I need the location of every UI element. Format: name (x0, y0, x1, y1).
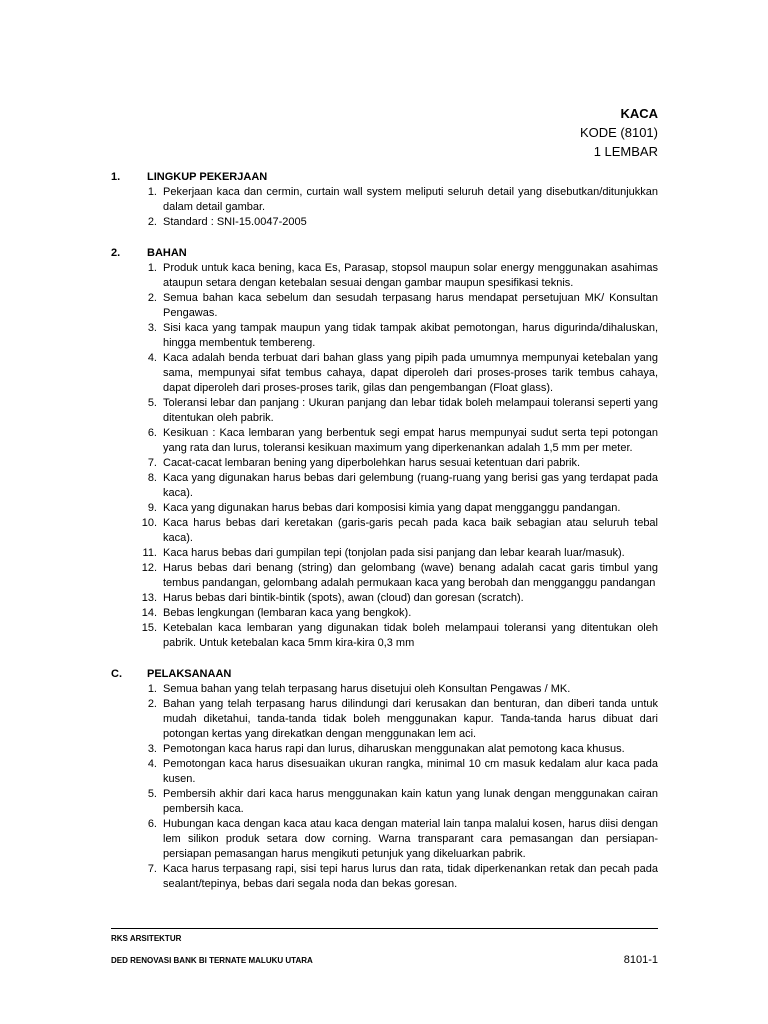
list-item (111, 501, 658, 516)
list-item (111, 426, 658, 456)
list-item (111, 621, 658, 651)
list-item-text: Toleransi lebar dan panjang : Ukuran panjang dan lebar tidak boleh melampaui toleransi seperti yang ditentukan oleh pabrik. (163, 397, 658, 424)
list-item (111, 396, 658, 426)
list-item-number: 14. (141, 607, 157, 619)
page-number: 8101-1 (623, 954, 658, 966)
list-item (111, 591, 658, 606)
list-item-text: Bahan yang telah terpasang harus dilindungi dari kerusakan dan benturan, dan diberi tanda untuk mudah diketahui, tanda-tanda tidak boleh menggunakan kapur. Tanda-tanda harus dibuat dari potongan kertas yang direkatkan dengan menggunakan lem aci. (163, 698, 658, 740)
section (111, 667, 658, 892)
list-item-number: 4. (147, 352, 157, 364)
list-item-number: 8. (147, 472, 157, 484)
list-item-number: 1. (147, 683, 157, 695)
list-item-number: 13. (141, 592, 157, 604)
list-item-number: 2. (147, 698, 157, 710)
list-item-number: 2. (147, 216, 157, 228)
list-item-text: Harus bebas dari benang (string) dan gelombang (wave) benang adalah cacat garis timbul yang tembus pandangan, gelombang adalah permukaan kaca yang berobah dan mengganggu pandangan (163, 562, 658, 589)
list-item (111, 351, 658, 396)
section (111, 246, 658, 651)
document-sheets: 1 LEMBAR (593, 144, 658, 159)
list-item-text: Produk untuk kaca bening, kaca Es, Parasap, stopsol maupun solar energy menggunakan asahimas ataupun setara dengan ketebalan sesuai dengan gambar maupun spesifikasi teknis. (163, 262, 658, 289)
list-item-text: Pemotongan kaca harus disesuaikan ukuran rangka, minimal 10 cm masuk kedalam alur kaca pada kusen. (163, 758, 658, 785)
list-item-text: Kaca adalah benda terbuat dari bahan glass yang pipih pada umumnya mempunyai ketebalan yang sama, mempunyai sifat tembus cahaya, dapat diperoleh dari proses-proses tarik tembus cahaya, dapat diperoleh dari proses-proses tarik, gilas dan pengembangan (Float glass). (163, 352, 658, 394)
document-footer (111, 928, 658, 966)
section-item-list (111, 682, 658, 892)
footer-line-2: DED RENOVASI BANK BI TERNATE MALUKU UTARA (111, 956, 313, 965)
footer-line-1: RKS ARSITEKTUR (111, 934, 182, 943)
list-item (111, 261, 658, 291)
list-item-text: Pekerjaan kaca dan cermin, curtain wall system meliputi seluruh detail yang disebutkan/ditunjukkan dalam detail gambar. (163, 186, 658, 213)
list-item (111, 546, 658, 561)
list-item-number: 5. (147, 788, 157, 800)
section-heading (111, 667, 658, 682)
list-item-number: 3. (147, 322, 157, 334)
list-item-text: Harus bebas dari bintik-bintik (spots), awan (cloud) dan goresan (scratch). (163, 592, 524, 604)
list-item-number: 1. (147, 186, 157, 198)
list-item (111, 321, 658, 351)
document-title: KACA (620, 106, 658, 121)
list-item-text: Hubungan kaca dengan kaca atau kaca dengan material lain tanpa malalui kosen, harus diisi dengan lem silikon produk setara dow corning. Warna transparant cara pemasangan dan persiapan-persiapan pemasangan harus mengikuti petunjuk yang dikeluarkan pabrik. (163, 818, 658, 860)
section-heading (111, 170, 658, 185)
section-title: BAHAN (147, 247, 187, 259)
list-item (111, 456, 658, 471)
section-title: PELAKSANAAN (147, 668, 232, 680)
list-item-text: Semua bahan kaca sebelum dan sesudah terpasang harus mendapat persetujuan MK/ Konsultan Pengawas. (163, 292, 658, 319)
list-item-text: Ketebalan kaca lembaran yang digunakan tidak boleh melampaui toleransi yang ditentukan oleh pabrik. Untuk ketebalan kaca 5mm kira-kira 0,3 mm (163, 622, 658, 649)
list-item-text: Pembersih akhir dari kaca harus menggunakan kain katun yang lunak dengan menggunakan cairan pembersih kaca. (163, 788, 658, 815)
list-item-text: Sisi kaca yang tampak maupun yang tidak tampak akibat pemotongan, harus digurinda/dihaluskan, hingga membentuk tembereng. (163, 322, 658, 349)
list-item (111, 742, 658, 757)
list-item (111, 682, 658, 697)
list-item (111, 215, 658, 230)
section-item-list (111, 185, 658, 230)
list-item-number: 1. (147, 262, 157, 274)
document-body (111, 170, 658, 908)
list-item (111, 471, 658, 501)
section-number: C. (111, 668, 122, 680)
section (111, 170, 658, 230)
list-item-text: Kaca harus terpasang rapi, sisi tepi harus lurus dan rata, tidak diperkenankan retak dan pecah pada sealant/tepinya, bebas dari segala noda dan bekas goresan. (163, 863, 658, 890)
list-item (111, 291, 658, 321)
list-item (111, 862, 658, 892)
list-item-number: 6. (147, 427, 157, 439)
list-item-number: 7. (147, 863, 157, 875)
list-item-number: 6. (147, 818, 157, 830)
list-item (111, 817, 658, 862)
list-item-text: Kaca harus bebas dari keretakan (garis-garis pecah pada kaca baik sebagian atau seluruh tebal kaca). (163, 517, 658, 544)
list-item-number: 7. (147, 457, 157, 469)
list-item-text: Kaca yang digunakan harus bebas dari komposisi kimia yang dapat mengganggu pandangan. (163, 502, 621, 514)
list-item (111, 185, 658, 215)
section-item-list (111, 261, 658, 651)
list-item-text: Cacat-cacat lembaran bening yang diperbolehkan harus sesuai ketentuan dari pabrik. (163, 457, 581, 469)
list-item-number: 12. (141, 562, 157, 574)
section-title: LINGKUP PEKERJAAN (147, 171, 268, 183)
document-header (580, 104, 658, 161)
list-item (111, 606, 658, 621)
list-item-number: 10. (141, 517, 157, 529)
list-item (111, 757, 658, 787)
list-item (111, 787, 658, 817)
list-item (111, 561, 658, 591)
list-item-number: 5. (147, 397, 157, 409)
list-item-text: Bebas lengkungan (lembaran kaca yang bengkok). (163, 607, 412, 619)
list-item-number: 2. (147, 292, 157, 304)
list-item-number: 3. (147, 743, 157, 755)
list-item-number: 15. (141, 622, 157, 634)
list-item-number: 11. (142, 547, 157, 559)
list-item-number: 9. (147, 502, 157, 514)
list-item-text: Kaca yang digunakan harus bebas dari gelembung (ruang-ruang yang berisi gas yang terdapat pada kaca). (163, 472, 658, 499)
list-item (111, 697, 658, 742)
list-item-text: Kesikuan : Kaca lembaran yang berbentuk segi empat harus mempunyai sudut serta tepi potongan yang rata dan lurus, toleransi kesikuan maximum yang diperkenankan adalah 1,5 mm per meter. (163, 427, 658, 454)
list-item-text: Pemotongan kaca harus rapi dan lurus, diharuskan menggunakan alat pemotong kaca khusus. (163, 743, 625, 755)
list-item (111, 516, 658, 546)
document-code: KODE (8101) (579, 125, 658, 140)
list-item-text: Standard : SNI-15.0047-2005 (163, 216, 307, 228)
section-number: 1. (111, 171, 121, 183)
list-item-text: Semua bahan yang telah terpasang harus disetujui oleh Konsultan Pengawas / MK. (163, 683, 571, 695)
section-heading (111, 246, 658, 261)
section-number: 2. (111, 247, 121, 259)
list-item-number: 4. (147, 758, 157, 770)
list-item-text: Kaca harus bebas dari gumpilan tepi (tonjolan pada sisi panjang dan lebar kearah luar/masuk). (163, 547, 625, 559)
